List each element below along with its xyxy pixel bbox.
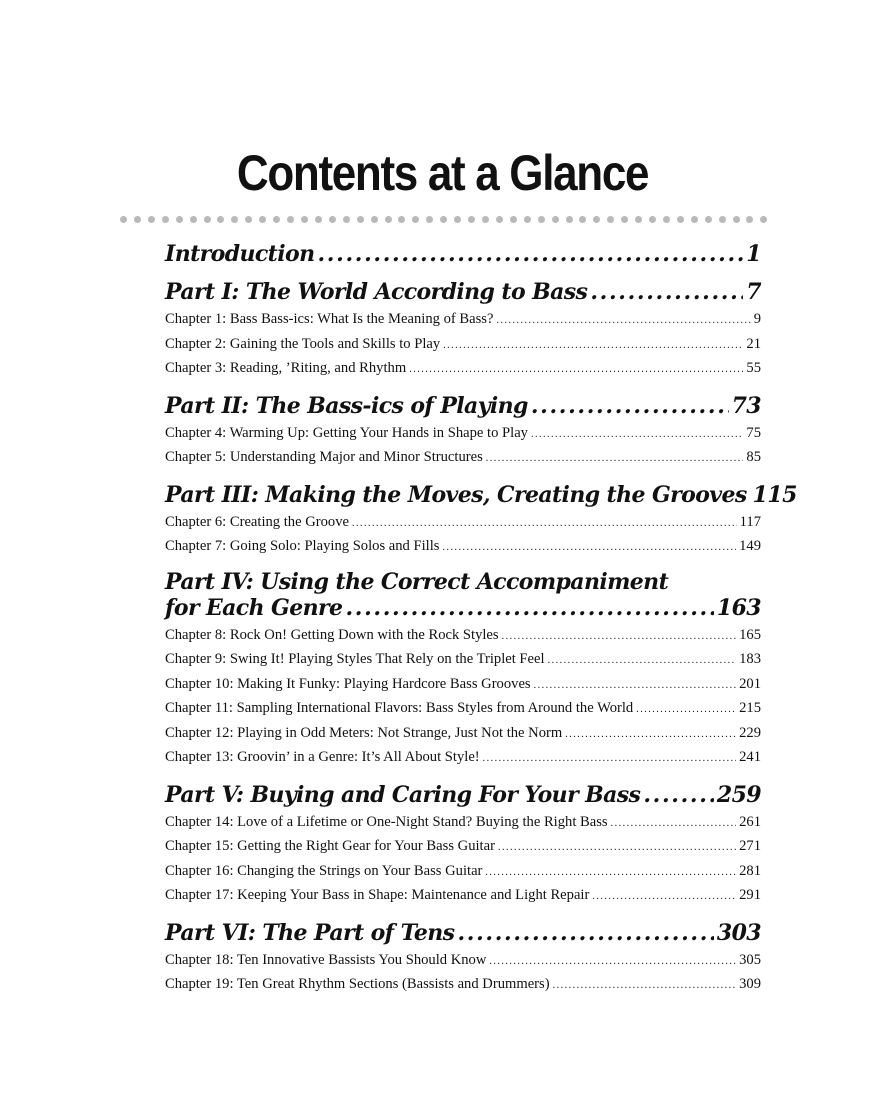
toc-page-number: 9 [753, 311, 761, 327]
toc-page-number: 117 [739, 513, 761, 530]
dot-leader [443, 333, 743, 358]
dot-leader [643, 781, 714, 809]
toc-page-number: 165 [739, 626, 761, 643]
toc-page-number: 309 [739, 976, 761, 992]
toc-entry-label: Chapter 18: Ten Innovative Bassists You Should Know [165, 951, 487, 968]
toc-chapter[interactable] [165, 722, 761, 747]
toc-chapter[interactable] [165, 308, 761, 333]
dot-leader [553, 973, 737, 998]
toc-entry-label: Part III: Making the Moves, Creating the Grooves [165, 481, 747, 508]
toc-page-number: 7 [746, 279, 761, 305]
dot-leader [611, 811, 737, 836]
dot-leader [486, 446, 744, 471]
toc-part-3[interactable] [165, 481, 797, 509]
toc-entry-label: Chapter 8: Rock On! Getting Down with the Rock Styles [165, 626, 499, 643]
toc-page-number: 183 [739, 651, 761, 667]
toc-entry-label: Chapter 19: Ten Great Rhythm Sections (Bassists and Drummers) [165, 976, 550, 992]
toc-chapter[interactable] [165, 422, 761, 447]
toc-page-number: 85 [746, 449, 761, 465]
toc-entry-label: Part VI: The Part of Tens [165, 919, 455, 946]
toc-entry-label: Chapter 12: Playing in Odd Meters: Not Strange, Just Not the Norm [165, 724, 563, 741]
toc-page-number: 73 [731, 392, 761, 419]
toc-part-4[interactable] [165, 570, 761, 622]
toc-entry-label: Chapter 2: Gaining the Tools and Skills to Play [165, 335, 441, 352]
toc-page-number: 215 [739, 700, 761, 716]
dot-leader [317, 240, 743, 268]
toc-page-number: 241 [739, 749, 761, 765]
dot-leader [534, 673, 737, 698]
toc-page-number: 55 [746, 360, 761, 376]
toc-page-number: 201 [739, 675, 761, 692]
toc-entry-label: Chapter 4: Warming Up: Getting Your Hands in Shape to Play [165, 424, 528, 441]
toc-introduction[interactable] [165, 240, 761, 268]
toc-entry-label-line2: for Each Genre [165, 594, 343, 621]
toc-part-2[interactable] [165, 392, 761, 420]
toc-chapter[interactable] [165, 811, 761, 836]
toc-page-number: 291 [739, 887, 761, 903]
dot-leader [590, 278, 743, 306]
toc-entry-label: Part II: The Bass-ics of Playing [165, 392, 528, 419]
dot-leader [531, 422, 743, 447]
toc-page-number: 305 [739, 951, 761, 968]
toc-chapter[interactable] [165, 333, 761, 358]
toc-entry-label: Chapter 17: Keeping Your Bass in Shape: Maintenance and Light Repair [165, 887, 590, 903]
toc-entry-label: Chapter 9: Swing It! Playing Styles That Rely on the Triplet Feel [165, 651, 545, 667]
dot-leader [457, 919, 713, 947]
toc-chapter[interactable] [165, 884, 761, 909]
dot-leader [409, 357, 743, 382]
dot-leader [496, 308, 750, 333]
dot-leader [489, 949, 736, 974]
page-title: Contents at a Glance [236, 145, 649, 201]
toc-entry-label: Chapter 10: Making It Funky: Playing Hardcore Bass Grooves [165, 675, 531, 692]
toc-page-number: 1 [746, 241, 761, 267]
toc-page-number: 303 [716, 919, 761, 946]
toc-page-number: 271 [739, 838, 761, 854]
toc-entry-label: Chapter 1: Bass Bass-ics: What Is the Meaning of Bass? [165, 311, 494, 327]
dot-leader [483, 746, 736, 771]
toc-chapter[interactable] [165, 357, 761, 382]
dot-leader [548, 648, 737, 673]
toc-entry-label: Chapter 5: Understanding Major and Minor Structures [165, 449, 483, 465]
toc-entry-label: Part V: Buying and Caring For Your Bass [165, 781, 641, 808]
toc-part-1[interactable] [165, 278, 761, 306]
toc-chapter[interactable] [165, 860, 761, 885]
toc-chapter[interactable] [165, 746, 761, 771]
toc-page-number: 149 [739, 538, 761, 554]
dot-leader [442, 535, 736, 560]
toc-page-number: 21 [746, 335, 761, 352]
toc-chapter[interactable] [165, 511, 761, 536]
dot-leader [345, 594, 713, 622]
toc-chapter[interactable] [165, 648, 761, 673]
dot-leader [531, 392, 729, 420]
dot-leader [352, 511, 737, 536]
toc-entry-label: Chapter 3: Reading, ’Riting, and Rhythm [165, 360, 407, 376]
toc-entry-label-line1: Part IV: Using the Correct Accompaniment [165, 568, 669, 595]
toc-page-number: 229 [739, 724, 761, 741]
toc-chapter[interactable] [165, 973, 761, 998]
toc-chapter[interactable] [165, 673, 761, 698]
toc-entry-label: Part I: The World According to Bass [165, 279, 588, 305]
dot-leader [636, 697, 736, 722]
toc-page-number: 259 [716, 781, 761, 808]
toc-entry-label: Chapter 14: Love of a Lifetime or One-Night Stand? Buying the Right Bass [165, 813, 608, 830]
toc-page-number: 281 [739, 862, 761, 879]
toc-page-number: 115 [752, 481, 797, 508]
toc-chapter[interactable] [165, 535, 761, 560]
toc-chapter[interactable] [165, 949, 761, 974]
toc-page-number: 163 [716, 594, 761, 621]
toc-page-number: 75 [746, 424, 761, 441]
toc-entry-label: Introduction [165, 241, 315, 267]
dot-leader [565, 722, 736, 747]
dot-leader [498, 835, 736, 860]
toc-page-number: 261 [739, 813, 761, 830]
toc-entry-label: Chapter 15: Getting the Right Gear for Your Bass Guitar [165, 838, 495, 854]
dot-leader [502, 624, 737, 649]
toc-entry-label: Chapter 16: Changing the Strings on Your Bass Guitar [165, 862, 483, 879]
toc-entry-label: Chapter 13: Groovin’ in a Genre: It’s All About Style! [165, 749, 480, 765]
toc-part-5[interactable] [165, 781, 761, 809]
toc-entry-label: Chapter 6: Creating the Groove [165, 513, 349, 530]
toc-chapter[interactable] [165, 446, 761, 471]
toc-part-6[interactable] [165, 919, 761, 947]
toc-chapter[interactable] [165, 835, 761, 860]
dot-leader [592, 884, 736, 909]
toc-entry-label: Chapter 11: Sampling International Flavors: Bass Styles from Around the World [165, 700, 634, 716]
toc-chapter[interactable] [165, 697, 761, 722]
toc-chapter[interactable] [165, 624, 761, 649]
dot-leader [485, 860, 736, 885]
toc-entry-label: Chapter 7: Going Solo: Playing Solos and Fills [165, 538, 440, 554]
table-of-contents [165, 240, 797, 998]
dotted-divider [120, 214, 768, 224]
